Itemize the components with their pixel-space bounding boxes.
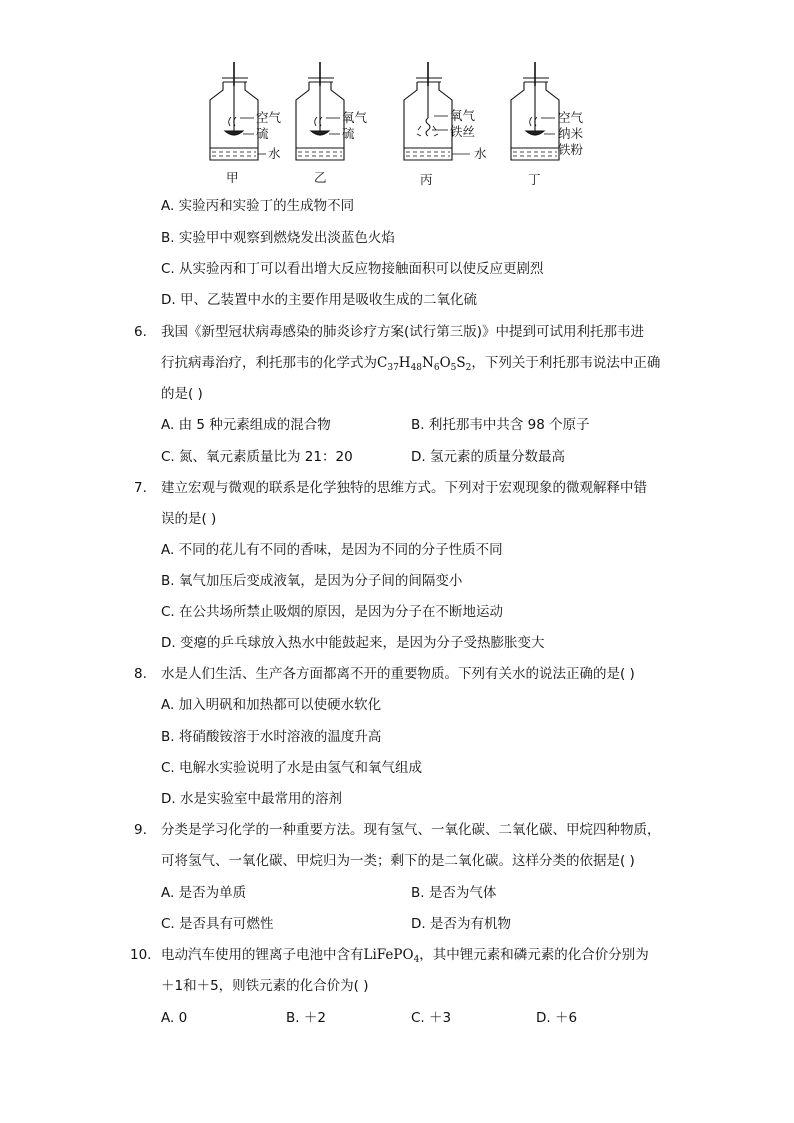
q6-number: 6.	[134, 324, 147, 340]
q10-option-a: A. 0	[161, 1010, 188, 1026]
q10-option-c: C. ＋3	[411, 1010, 452, 1026]
jar-caption-yi: 乙	[314, 170, 327, 185]
q8-option-d: D. 水是实验室中最常用的溶剂	[161, 791, 342, 807]
yi-label-sulfur: 硫	[342, 126, 355, 141]
q5-option-a: A. 实验丙和实验丁的生成物不同	[161, 198, 355, 214]
q7-stem-line1: 建立宏观与微观的联系是化学独特的思维方式。下列对于宏观现象的微观解释中错	[161, 480, 647, 496]
q8-option-c: C. 电解水实验说明了水是由氢气和氧气组成	[161, 760, 423, 776]
ding-label-nano: 纳米	[558, 126, 584, 141]
jia-label-water: 水	[268, 146, 281, 161]
q7-option-b: B. 氧气加压后变成液氧，是因为分子间的间隔变小	[161, 573, 463, 589]
q7-option-a: A. 不同的花儿有不同的香味，是因为不同的分子性质不同	[161, 542, 503, 558]
q6-option-c: C. 氮、氧元素质量比为 21：20	[161, 449, 353, 465]
q9-number: 9.	[134, 822, 147, 838]
q9-option-d: D. 是否为有机物	[411, 916, 511, 932]
q10-stem-line1	[161, 945, 649, 970]
q5-option-b: B. 实验甲中观察到燃烧发出淡蓝色火焰	[161, 230, 395, 246]
q7-number: 7.	[134, 480, 147, 496]
jar-caption-bing: 丙	[420, 172, 433, 187]
q10-stem-line2: ＋1和＋5，则铁元素的化合价为( )	[161, 978, 369, 994]
q6-formula: $C_{37}H_{48}N_6O_5S_2$	[377, 355, 472, 373]
q6-option-d: D. 氢元素的质量分数最高	[411, 449, 565, 465]
q6-stem-line1: 我国《新型冠状病毒感染的肺炎诊疗方案(试行第三版)》中提到可试用利托那韦进	[161, 324, 645, 340]
q9-option-a: A. 是否为单质	[161, 885, 247, 901]
experiment-figure	[190, 56, 610, 191]
q5-option-c: C. 从实验丙和丁可以看出增大反应物接触面积可以使反应更剧烈	[161, 261, 544, 277]
q6-option-a: A. 由 5 种元素组成的混合物	[161, 417, 331, 433]
jar-ding	[511, 62, 559, 160]
q7-option-c: C. 在公共场所禁止吸烟的原因，是因为分子在不断地运动	[161, 604, 504, 620]
q9-stem-line1: 分类是学习化学的一种重要方法。现有氢气、一氧化碳、二氧化碳、甲烷四种物质，	[161, 822, 661, 838]
ding-label-air: 空气	[558, 110, 584, 125]
q10-stem-line1-pre: 电动汽车使用的锂离子电池中含有	[161, 947, 364, 963]
q6-stem-line3: 的是( )	[161, 386, 203, 402]
q10-number: 10.	[130, 947, 152, 963]
q10-formula: LiFePO$_4$	[363, 947, 420, 965]
q9-option-b: B. 是否为气体	[411, 885, 497, 901]
q8-number: 8.	[134, 666, 147, 682]
q10-stem-line1-post: ，其中锂元素和磷元素的化合价分别为	[419, 947, 649, 963]
bing-label-water: 水	[474, 146, 487, 161]
q6-stem-line2	[161, 353, 660, 378]
q7-option-d: D. 变瘪的乒乓球放入热水中能鼓起来，是因为分子受热膨胀变大	[161, 635, 545, 651]
q7-stem-line2: 误的是( )	[161, 511, 217, 527]
q6-option-b: B. 利托那韦中共含 98 个原子	[411, 417, 590, 433]
jia-label-air: 空气	[256, 110, 282, 125]
jar-caption-ding: 丁	[528, 172, 541, 187]
q9-option-c: C. 是否具有可燃性	[161, 916, 274, 932]
q5-option-d: D. 甲、乙装置中水的主要作用是吸收生成的二氧化硫	[161, 292, 477, 308]
ding-label-iron-powder: 铁粉	[558, 142, 584, 157]
q8-option-a: A. 加入明矾和加热都可以使硬水软化	[161, 697, 382, 713]
q8-option-b: B. 将硝酸铵溶于水时溶液的温度升高	[161, 729, 382, 745]
bing-label-oxygen: 氧气	[450, 108, 476, 123]
q6-stem-line2-pre: 行抗病毒治疗，利托那韦的化学式为	[161, 355, 377, 371]
q9-stem-line2: 可将氢气、一氧化碳、甲烷归为一类；剩下的是二氧化碳。这样分类的依据是( )	[161, 853, 635, 869]
q10-option-d: D. ＋6	[536, 1010, 578, 1026]
jia-label-sulfur: 硫	[256, 126, 269, 141]
q8-stem-line1: 水是人们生活、生产各方面都离不开的重要物质。下列有关水的说法正确的是( )	[161, 666, 635, 682]
q6-stem-line2-post: ，下列关于利托那韦说法中正确	[471, 355, 661, 371]
bing-label-iron-wire: 铁丝	[450, 124, 476, 139]
q10-option-b: B. ＋2	[286, 1010, 326, 1026]
jar-yi	[296, 62, 344, 160]
jar-caption-jia: 甲	[226, 170, 239, 185]
yi-label-oxygen: 氧气	[342, 110, 368, 125]
